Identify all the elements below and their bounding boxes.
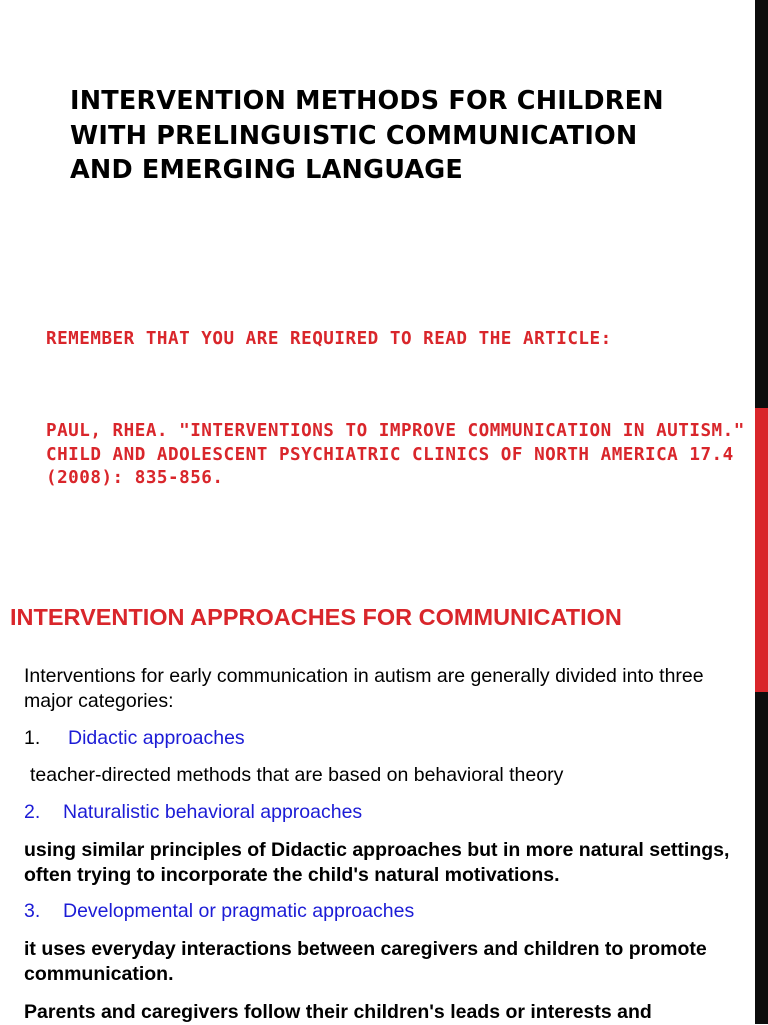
item-description-2: using similar principles of Didactic approaches but in more natural settings, often trying to incorporate the child's natural motivations. [24, 839, 730, 886]
list-number-3: 3. [24, 900, 41, 922]
reading-reminder: REMEMBER THAT YOU ARE REQUIRED TO READ THE ARTICLE: [46, 329, 612, 349]
list-item-heading-3 [24, 899, 744, 924]
article-citation: PAUL, RHEA. "INTERVENTIONS TO IMPROVE COMMUNICATION IN AUTISM." CHILD AND ADOLESCENT PSYCHIATRIC CLINICS OF NORTH AMERICA 17.4 (2008): 835-856. [46, 421, 745, 488]
trailing-paragraph: Parents and caregivers follow their children's leads or interests and [24, 1001, 652, 1023]
list-number-2: 2. [24, 801, 41, 823]
list-number-1: 1. [24, 727, 41, 749]
item-heading-2: Naturalistic behavioral approaches [63, 801, 363, 823]
slide-edge-bar-accent [755, 408, 768, 692]
item-description-3: it uses everyday interactions between caregivers and children to promote communication. [24, 938, 707, 985]
slide2-title: INTERVENTION APPROACHES FOR COMMUNICATION [10, 604, 622, 630]
slide1-title: INTERVENTION METHODS FOR CHILDREN WITH PRELINGUISTIC COMMUNICATION AND EMERGING LANGUAGE [70, 86, 664, 185]
item-heading-3: Developmental or pragmatic approaches [63, 900, 415, 922]
item-description-1: teacher-directed methods that are based on behavioral theory [30, 764, 564, 786]
item-heading-1: Didactic approaches [68, 727, 245, 749]
slide-edge-bar-top [755, 0, 768, 408]
list-item-heading-2 [24, 800, 744, 825]
slide-edge-bar-bottom [755, 692, 768, 1024]
intro-paragraph: Interventions for early communication in autism are generally divided into three major categories: [24, 665, 704, 712]
list-item-heading-1 [24, 726, 744, 751]
